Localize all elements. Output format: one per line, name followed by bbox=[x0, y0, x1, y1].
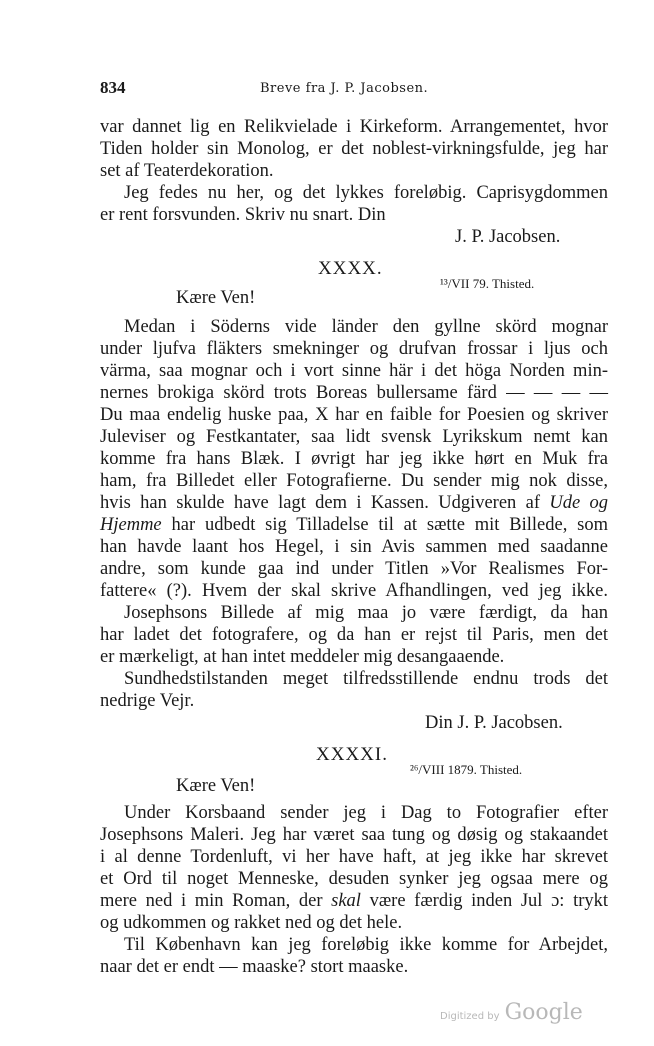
running-title: Breve fra J. P. Jacobsen. bbox=[260, 81, 429, 96]
text-line: han havde laant hos Hegel, i sin Avis sammen med saadanne bbox=[100, 537, 608, 557]
text-line: Jeg fedes nu her, og det lykkes foreløbig. Caprisygdommen bbox=[124, 183, 608, 203]
letter-heading: XXXXI. bbox=[316, 744, 388, 765]
text-line: Til København kan jeg foreløbig ikke komme for Arbejdet, bbox=[124, 935, 608, 955]
text-span: mere ned i min Roman, der bbox=[100, 891, 323, 911]
text-line: Du maa endelig huske paa, X har en faible for Poesien og skriver bbox=[100, 405, 608, 425]
text-line: var dannet lig en Relikvielade i Kirkeform. Arrangementet, hvor bbox=[100, 117, 608, 137]
text-line: i al denne Tordenluft, vi her have haft, at jeg ikke har skrevet bbox=[100, 847, 608, 867]
text-span: har udbedt sig Tilladelse til at sætte mit Billede, som bbox=[171, 515, 609, 535]
italic-word: skal bbox=[331, 891, 361, 911]
text-line: nernes brokiga skörd trots Boreas bullersame färd — — — — bbox=[100, 383, 608, 403]
salutation: Kære Ven! bbox=[176, 288, 256, 308]
digitized-watermark bbox=[440, 1000, 583, 1025]
letter-heading: XXXX. bbox=[318, 258, 383, 279]
signature: Din J. P. Jacobsen. bbox=[425, 713, 563, 733]
text-span: hvis han skulde have lagt dem i Kassen. Udgiveren af bbox=[100, 493, 540, 513]
text-line: og udkommen og rakket ned og det hele. bbox=[100, 913, 403, 933]
text-line: andre, som kunde gaa ind under Titlen »Vor Realismes For- bbox=[100, 559, 608, 579]
text-line: er rent forsvunden. Skriv nu snart. Din bbox=[100, 205, 386, 225]
google-logo: Google bbox=[504, 1000, 583, 1025]
text-line: Josephsons Billede af mig maa jo være færdigt, da han bbox=[124, 603, 608, 623]
italic-title: Ude og bbox=[549, 493, 608, 513]
page-header bbox=[100, 78, 608, 100]
italic-title: Hjemme bbox=[100, 515, 162, 535]
text-line: er mærkeligt, at han intet meddeler mig desangaaende. bbox=[100, 647, 505, 667]
text-line: värma, saa mognar och i vort sinne här i det höga Norden min- bbox=[100, 361, 608, 381]
letter-date: ²⁶/VIII 1879. Thisted. bbox=[410, 762, 523, 777]
text-line bbox=[100, 890, 608, 912]
text-line: nedrige Vejr. bbox=[100, 691, 195, 711]
salutation: Kære Ven! bbox=[176, 776, 256, 796]
letter-date: ¹³/VII 79. Thisted. bbox=[440, 276, 535, 291]
text-line: under ljufva fläkters smekninger og drufvan frossar i ljus och bbox=[100, 339, 608, 359]
text-line bbox=[100, 514, 608, 536]
text-line: Under Korsbaand sender jeg i Dag to Fotografier efter bbox=[124, 803, 608, 823]
text-line: Juleviser og Festkantater, saa lidt svensk Lyrikskum nemt kan bbox=[100, 427, 608, 447]
text-line: set af Teaterdekoration. bbox=[100, 161, 274, 181]
text-line: Tiden holder sin Monolog, er det noblest-virkningsfulde, jeg har bbox=[100, 139, 608, 159]
text-line: Josephsons Maleri. Jeg har været saa tung og døsig og stakaandet bbox=[100, 825, 608, 845]
text-line: naar det er endt — maaske? stort maaske. bbox=[100, 957, 409, 977]
watermark-prefix: Digitized by bbox=[440, 1011, 500, 1022]
text-line: har ladet det fotografere, og da han er rejst til Paris, men det bbox=[100, 625, 608, 645]
text-line: fattere« (?). Hvem der skal skrive Afhandlingen, ved jeg ikke. bbox=[100, 581, 608, 601]
signature: J. P. Jacobsen. bbox=[455, 227, 561, 247]
text-line: Medan i Söderns vide länder den gyllne skörd mognar bbox=[124, 317, 608, 337]
text-line: ham, fra Billedet eller Fotografierne. Du sender mig nok disse, bbox=[100, 471, 608, 491]
text-line: Sundhedstilstanden meget tilfredsstillende endnu trods det bbox=[124, 669, 608, 689]
text-line bbox=[100, 492, 608, 514]
page-number: 834 bbox=[100, 78, 126, 97]
text-line: et Ord til noget Menneske, desuden synker jeg ogsaa mere og bbox=[100, 869, 608, 889]
text-line: komme fra hans Blæk. I øvrigt har jeg ikke hørt en Muk fra bbox=[100, 449, 608, 469]
text-span: være færdig inden Jul ɔ: trykt bbox=[369, 891, 609, 911]
